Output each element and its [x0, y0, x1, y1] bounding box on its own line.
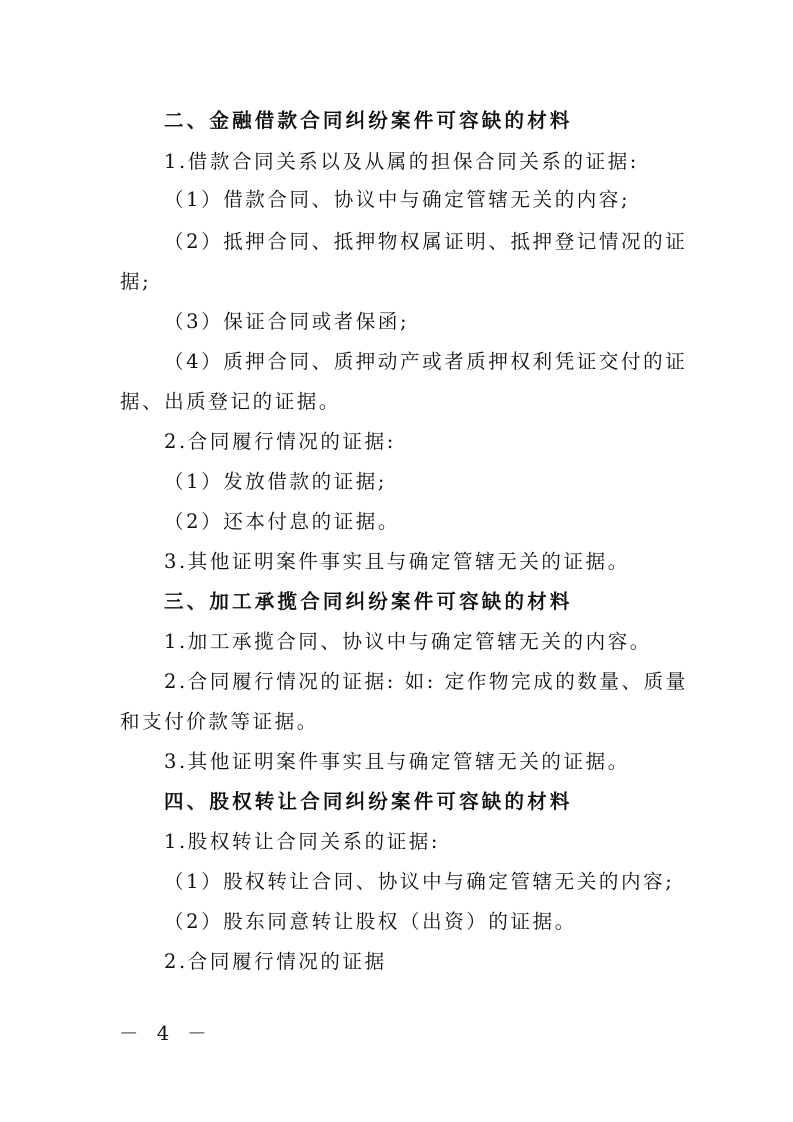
paragraph-line: （1）股权转让合同、协议中与确定管辖无关的内容; — [164, 870, 675, 893]
paragraph-line: （3）保证合同或者保函; — [164, 310, 410, 333]
section-heading-3: 三、加工承揽合同纠纷案件可容缺的材料 — [164, 590, 573, 613]
paragraph-line: （2）抵押合同、抵押物权属证明、抵押登记情况的证 — [164, 230, 688, 253]
paragraph-line: 3.其他证明案件事实且与确定管辖无关的证据。 — [164, 550, 630, 573]
paragraph-continuation: 和支付价款等证据。 — [120, 710, 319, 733]
paragraph-line: （1）借款合同、协议中与确定管辖无关的内容; — [164, 188, 631, 211]
section-heading-2: 二、金融借款合同纠纷案件可容缺的材料 — [164, 109, 573, 132]
paragraph-line: 3.其他证明案件事实且与确定管辖无关的证据。 — [164, 750, 630, 773]
page-number: － 4 － — [119, 1022, 213, 1045]
paragraph-continuation: 据; — [120, 270, 152, 293]
paragraph-line: 2.合同履行情况的证据: 如: 定作物完成的数量、质量 — [164, 670, 688, 693]
paragraph-line: 2.合同履行情况的证据 — [164, 950, 387, 973]
paragraph-continuation: 据、出质登记的证据。 — [120, 390, 342, 413]
paragraph-line: （2）股东同意转让股权（出资）的证据。 — [164, 910, 577, 933]
paragraph-line: 2.合同履行情况的证据: — [164, 430, 396, 453]
paragraph-line: 1.借款合同关系以及从属的担保合同关系的证据: — [164, 150, 639, 173]
paragraph-line: （2）还本付息的证据。 — [164, 510, 401, 533]
paragraph-line: （4）质押合同、质押动产或者质押权利凭证交付的证 — [164, 350, 688, 373]
section-heading-4: 四、股权转让合同纠纷案件可容缺的材料 — [164, 790, 573, 813]
paragraph-line: 1.加工承揽合同、协议中与确定管辖无关的内容。 — [164, 630, 652, 653]
paragraph-line: 1.股权转让合同关系的证据: — [164, 830, 441, 853]
paragraph-line: （1）发放借款的证据; — [164, 470, 388, 493]
